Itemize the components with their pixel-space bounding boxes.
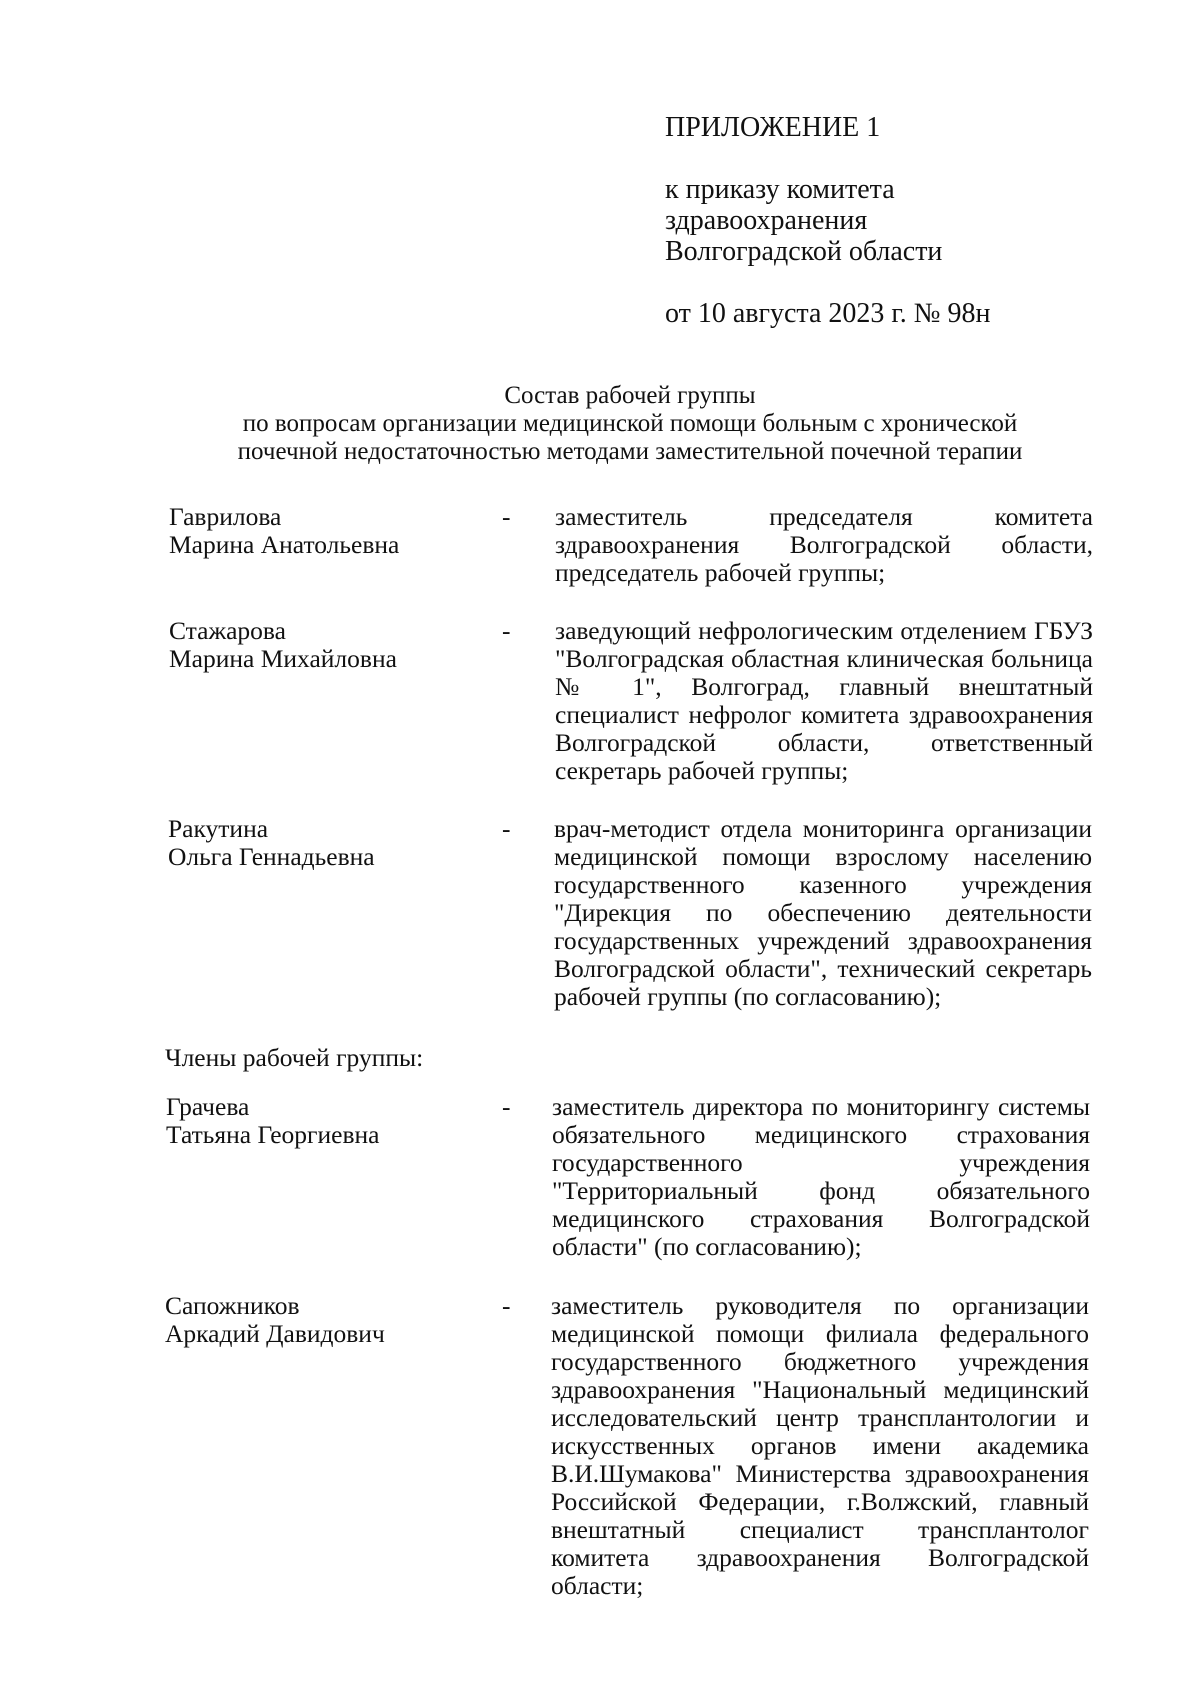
member-role: заместитель директора по мониторингу системы обязательного медицинского страхования государственного учреждения "Территориальный фонд обязательного медицинского страхования Волгоградской области" (по согласованию); — [552, 1092, 1090, 1261]
member-role: врач-методист отдела мониторинга организации медицинской помощи взрослому населению государственного казенного учреждения "Дирекция по обеспечению деятельности государственных учреждений здравоохранения Волгоградской области", технический секретарь рабочей группы (по согласованию); — [554, 814, 1092, 1011]
member-role: заместитель руководителя по организации медицинской помощи филиала федерального государственного бюджетного учреждения здравоохранения "Национальный медицинский исследовательский центр трансплантологии и искусственных органов имени академика В.И.Шумакова" Министерства здравоохранения Российской Федерации, г.Волжский, главный внештатный специалист трансплантолог комитета здравоохранения Волгоградской области; — [551, 1291, 1089, 1600]
document-title-line: по вопросам организации медицинской помощи больным с хронической — [242, 410, 1018, 437]
member-given-name: Ольга Геннадьевна — [168, 842, 375, 871]
document-title-line: почечной недостаточностью методами заместительной почечной терапии — [237, 438, 1023, 465]
member-given-name: Марина Михайловна — [169, 644, 397, 673]
document-title — [150, 382, 1110, 466]
separator-dash: - — [502, 616, 511, 645]
appendix-date: от 10 августа 2023 г. № 98н — [665, 298, 991, 329]
member-name — [169, 617, 499, 673]
member-role: заместитель председателя комитета здравоохранения Волгоградской области, председатель рабочей группы; — [555, 502, 1093, 587]
member-surname: Гаврилова — [169, 502, 282, 531]
appendix-committee-line: здравоохранения — [665, 205, 868, 236]
appendix-title: ПРИЛОЖЕНИЕ 1 — [665, 112, 881, 143]
member-name — [168, 815, 498, 871]
member-given-name: Татьяна Георгиевна — [166, 1120, 380, 1149]
appendix-order-line: к приказу комитета — [665, 174, 895, 205]
document-title-line: Состав рабочей группы — [504, 382, 756, 409]
separator-dash: - — [502, 1092, 511, 1121]
member-surname: Стажарова — [169, 616, 286, 645]
appendix-header — [665, 112, 1135, 329]
member-given-name: Аркадий Давидович — [165, 1319, 385, 1348]
member-given-name: Марина Анатольевна — [169, 530, 400, 559]
member-name — [169, 503, 499, 559]
members-section-label: Члены рабочей группы: — [165, 1043, 424, 1072]
member-surname: Грачева — [166, 1092, 250, 1121]
separator-dash: - — [502, 502, 511, 531]
separator-dash: - — [502, 814, 511, 843]
separator-dash: - — [502, 1291, 511, 1320]
member-surname: Ракутина — [168, 814, 269, 843]
member-name — [165, 1292, 495, 1348]
member-role: заведующий нефрологическим отделением ГБУЗ "Волгоградская областная клиническая больница № 1", Волгоград, главный внештатный специалист нефролог комитета здравоохранения Волгоградской области, ответственный секретарь рабочей группы; — [555, 616, 1093, 785]
member-name — [166, 1093, 496, 1149]
appendix-region-line: Волгоградской области — [665, 236, 943, 267]
member-surname: Сапожников — [165, 1291, 300, 1320]
